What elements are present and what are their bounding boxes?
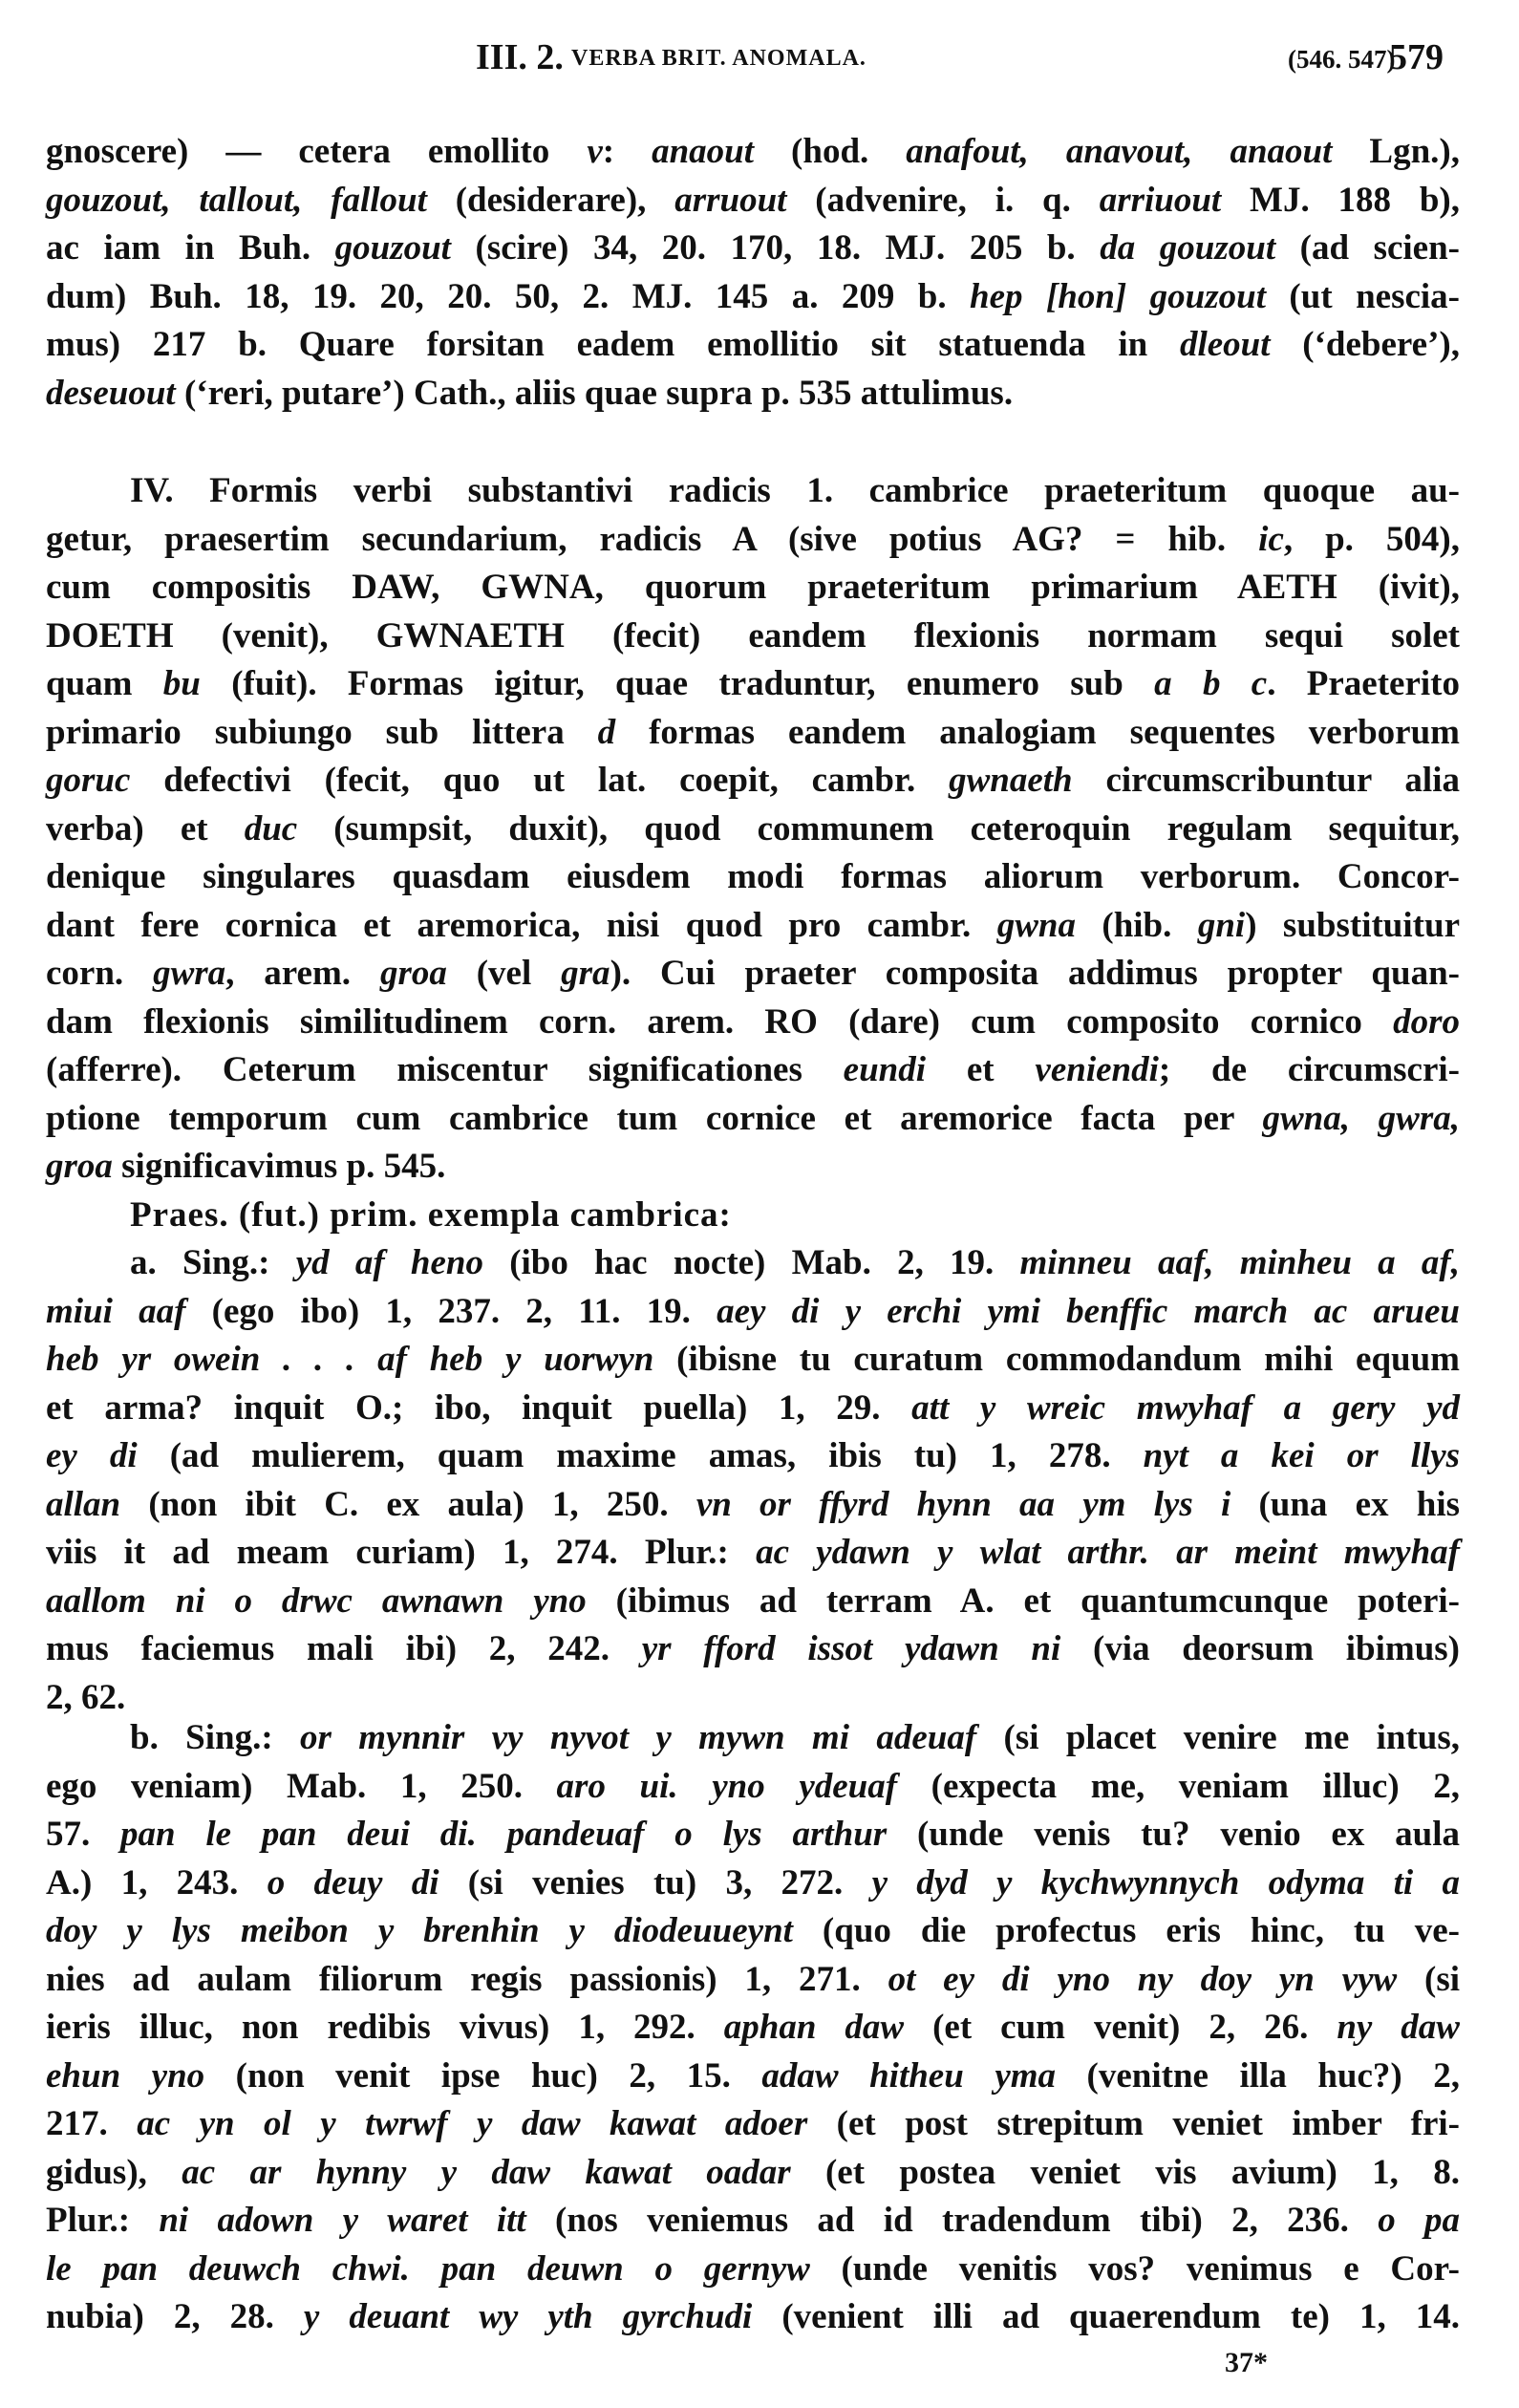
text-segment: (si — [1397, 1959, 1460, 1999]
italic-welsh-text: ni adown y waret itt — [159, 2201, 526, 2240]
cross-reference: (546. 547) — [1288, 45, 1396, 74]
text-segment: (non venit ipse huc) 2, 15. — [204, 2055, 762, 2096]
italic-welsh-text: aro ui. yno ydeuaf — [556, 1766, 898, 1806]
italic-welsh-text: ey di — [46, 1436, 138, 1475]
text-line — [46, 1192, 1460, 1240]
text-line — [46, 660, 1460, 709]
italic-welsh-text: arruout — [674, 180, 787, 220]
italic-welsh-text: ot ey di yno ny doy yn vyw — [888, 1959, 1398, 1999]
text-segment: formas eandem analogiam sequentes verborum — [615, 712, 1460, 752]
italic-welsh-text: aallom ni o drwc awnawn yno — [46, 1580, 587, 1621]
text-segment: (venient illi ad quaerendum te) 1, 14. — [752, 2297, 1460, 2336]
text-segment: circumscribuntur alia — [1072, 761, 1460, 800]
text-segment: (hib. — [1075, 905, 1198, 945]
text-line — [46, 128, 1460, 177]
text-line — [46, 1239, 1460, 1288]
text-segment: mus) 217 b. Quare forsitan eadem emollitio sit statuenda in — [46, 325, 1180, 364]
text-segment: dam flexionis similitudinem corn. arem. RO (dare) cum composito cornico — [46, 1001, 1394, 1042]
text-line — [46, 709, 1460, 758]
italic-welsh-text: veniendi — [1035, 1050, 1159, 1089]
text-segment: 217. — [46, 2104, 138, 2143]
text-segment: nies ad aulam filiorum regis passionis) 1, 271. — [46, 1959, 888, 1999]
italic-welsh-text: da gouzout — [1100, 228, 1276, 268]
text-segment: ) substituitur — [1245, 905, 1460, 945]
text-line — [46, 2100, 1460, 2149]
text-segment: ieris illuc, non redibis vivus) 1, 292. — [46, 2008, 724, 2047]
italic-welsh-text: o pa — [1378, 2201, 1461, 2240]
paragraph-a-singular — [46, 1239, 1460, 1722]
text-segment: a. Sing.: — [130, 1243, 296, 1282]
italic-welsh-text: a b c — [1154, 664, 1268, 703]
text-line — [46, 950, 1460, 999]
italic-welsh-text: gouzout — [334, 228, 451, 268]
text-line — [46, 1625, 1460, 1674]
body-text — [46, 128, 1460, 2342]
italic-welsh-text: miui aaf — [46, 1291, 186, 1331]
text-segment: (et cum venit) 2, 26. — [904, 2008, 1337, 2047]
italic-welsh-text: nyt a kei or llys — [1143, 1436, 1461, 1475]
italic-welsh-text: ehun yno — [46, 2055, 205, 2096]
text-segment: (quo die profectus eris hinc, tu ve- — [792, 1911, 1461, 1950]
paragraph-emollitio — [46, 128, 1460, 418]
text-line — [46, 467, 1460, 516]
text-line — [46, 757, 1460, 806]
text-line — [46, 1578, 1460, 1626]
text-segment: dant fere cornica et aremorica, nisi quod pro cambr. — [46, 905, 997, 945]
text-line — [46, 1432, 1460, 1481]
italic-welsh-text: dleout — [1179, 325, 1271, 364]
page-number: 579 — [1389, 37, 1444, 77]
text-segment: getur, praesertim secundarium, radicis A (sive potius AG? = hib. — [46, 519, 1259, 559]
text-segment: (unde venitis vos? venimus e Cor- — [809, 2248, 1460, 2289]
italic-welsh-text: groa — [379, 954, 447, 993]
text-segment: (ibimus ad terram A. et quantumcunque poteri- — [586, 1580, 1460, 1621]
text-segment: primario subiungo sub littera — [46, 712, 598, 752]
text-segment: (ut nescia- — [1266, 276, 1460, 316]
text-segment: MJ. 188 b), — [1221, 180, 1460, 220]
italic-welsh-text: ac ydawn y wlat arthr. ar meint mwyhaf — [756, 1533, 1460, 1572]
text-segment: . Praeterito — [1267, 664, 1460, 703]
italic-welsh-text: deseuout — [46, 373, 176, 413]
text-line — [46, 1811, 1460, 1860]
text-segment: 57. — [46, 1815, 121, 1854]
text-segment: (scire) 34, 20. 170, 18. MJ. 205 b. — [450, 228, 1101, 268]
text-line — [46, 1714, 1460, 1763]
text-segment: corn. — [46, 954, 154, 993]
text-line — [46, 1907, 1460, 1956]
italic-welsh-text: doro — [1393, 1001, 1460, 1042]
italic-welsh-text: anafout, anavout, anaout — [906, 132, 1333, 171]
italic-welsh-text: heb yr owein . . . af heb y uorwyn — [46, 1340, 654, 1379]
text-segment: (si placet venire me intus, — [976, 1718, 1460, 1757]
text-segment: significavimus p. 545. — [112, 1147, 446, 1186]
text-segment: (nos veniemus ad id tradendum tibi) 2, 236. — [525, 2201, 1379, 2240]
text-segment: (via deorsum ibimus) — [1060, 1629, 1461, 1668]
text-segment: defectivi (fecit, quo ut lat. coepit, cambr. — [130, 761, 950, 800]
text-line — [46, 2004, 1460, 2053]
italic-welsh-text: v — [587, 132, 603, 171]
running-header — [0, 36, 1519, 84]
text-line — [46, 1763, 1460, 1812]
text-segment: Praes. (fut.) prim. exempla cambrica: — [130, 1194, 732, 1235]
text-segment: : — [602, 132, 653, 171]
italic-welsh-text: groa — [46, 1147, 113, 1186]
text-segment: Plur.: — [46, 2201, 160, 2240]
text-line — [46, 516, 1460, 565]
italic-welsh-text: eundi — [843, 1050, 927, 1089]
text-line — [46, 2293, 1460, 2342]
text-line — [46, 1288, 1460, 1337]
italic-welsh-text: d — [597, 712, 616, 752]
text-line — [46, 225, 1460, 273]
text-segment: (afferre). Ceterum miscentur significationes — [46, 1050, 844, 1089]
text-segment: (si venies tu) 3, 272. — [439, 1862, 872, 1903]
italic-welsh-text: le pan deuwch chwi. pan deuwn o gernyw — [46, 2248, 810, 2289]
italic-welsh-text: aey di y erchi ymi benffic march ac arueu — [717, 1291, 1460, 1331]
text-line — [46, 853, 1460, 902]
italic-welsh-text: ny daw — [1337, 2008, 1460, 2047]
text-segment: cum compositis DAW, GWNA, quorum praeteritum primarium AETH (ivit), — [46, 568, 1460, 607]
text-segment: (expecta me, veniam illuc) 2, — [897, 1766, 1460, 1806]
italic-welsh-text: gni — [1197, 905, 1246, 945]
text-segment: mus faciemus mali ibi) 2, 242. — [46, 1629, 642, 1668]
section-number: III. 2. — [476, 37, 564, 77]
text-line — [46, 1481, 1460, 1530]
text-line — [46, 370, 1460, 419]
italic-welsh-text: o deuy di — [267, 1862, 439, 1903]
italic-welsh-text: yd af heno — [295, 1243, 483, 1282]
italic-welsh-text: vn or ffyrd hynn aa ym lys i — [695, 1484, 1231, 1524]
text-line — [46, 273, 1460, 322]
text-line — [46, 1860, 1460, 1908]
italic-welsh-text: ac ar hynny y daw kawat oadar — [182, 2152, 791, 2192]
italic-welsh-text: att y wreic mwyhaf a gery yd — [911, 1387, 1460, 1428]
italic-welsh-text: duc — [244, 808, 298, 849]
text-segment: (desiderare), — [426, 180, 675, 220]
text-segment: et — [926, 1050, 1036, 1089]
text-line — [46, 2149, 1460, 2198]
italic-welsh-text: y deuant wy yth gyrchudi — [303, 2297, 753, 2336]
text-segment: Lgn.), — [1332, 132, 1460, 171]
text-line — [46, 1336, 1460, 1385]
text-segment: ). Cui praeter composita addimus propter quan- — [610, 954, 1460, 993]
text-line — [46, 1529, 1460, 1578]
text-line — [46, 613, 1460, 661]
text-segment: (‘reri, putare’) Cath., aliis quae supra p. 535 attulimus. — [175, 373, 1014, 413]
text-line — [46, 1143, 1460, 1192]
text-line — [46, 806, 1460, 854]
italic-welsh-text: gra — [561, 954, 610, 993]
text-segment: (venitne illa huc?) 2, — [1056, 2055, 1460, 2096]
text-segment: A.) 1, 243. — [46, 1862, 267, 1903]
text-segment: nubia) 2, 28. — [46, 2297, 304, 2336]
text-line — [46, 177, 1460, 226]
italic-welsh-text: yr fford issot ydawn ni — [641, 1629, 1061, 1668]
text-segment: IV. Formis verbi substantivi radicis 1. cambrice praeteritum quoque au- — [130, 471, 1460, 510]
italic-welsh-text: anaout — [652, 132, 755, 171]
italic-welsh-text: y dyd y kychwynnych odyma ti a — [871, 1862, 1460, 1903]
text-segment: (ibo hac nocte) Mab. 2, 19. — [482, 1243, 1020, 1282]
italic-welsh-text: ic — [1258, 519, 1284, 559]
signature-mark: 37* — [1225, 2347, 1268, 2378]
text-segment: (advenire, i. q. — [786, 180, 1100, 220]
paragraph-iv — [46, 467, 1460, 1192]
text-segment: viis it ad meam curiam) 1, 274. Plur.: — [46, 1533, 757, 1572]
text-segment: (vel — [446, 954, 562, 993]
text-segment: , arem. — [225, 954, 380, 993]
text-segment: (ego ibo) 1, 237. 2, 11. 19. — [185, 1291, 717, 1331]
text-segment: (ad scien- — [1275, 228, 1461, 268]
text-segment: (una ex his — [1230, 1484, 1461, 1524]
text-line — [46, 2053, 1460, 2101]
text-segment: gidus), — [46, 2152, 182, 2192]
running-title: VERBA BRIT. ANOMALA. — [571, 46, 866, 71]
text-segment: (ibisne tu curatum commodandum mihi equum — [653, 1340, 1461, 1379]
text-segment: ego veniam) Mab. 1, 250. — [46, 1766, 557, 1806]
text-segment: verba) et — [46, 808, 245, 849]
text-line — [46, 1046, 1460, 1095]
italic-welsh-text: aphan daw — [723, 2008, 905, 2047]
text-segment: ac iam in Buh. — [46, 228, 335, 268]
italic-welsh-text: hep [hon] gouzout — [970, 276, 1267, 316]
text-segment: b. Sing.: — [130, 1718, 301, 1757]
text-line — [46, 1385, 1460, 1433]
text-segment: et arma? inquit O.; ibo, inquit puella) 1, 29. — [46, 1387, 912, 1428]
italic-welsh-text: gouzout, tallout, fallout — [46, 180, 427, 220]
text-segment: , p. 504), — [1283, 519, 1460, 559]
italic-welsh-text: allan — [46, 1484, 121, 1524]
italic-welsh-text: bu — [162, 664, 201, 703]
text-segment: gnoscere) — cetera emollito — [46, 132, 588, 171]
text-line — [46, 902, 1460, 951]
italic-welsh-text: gwra — [153, 954, 226, 993]
italic-welsh-text: gwna — [996, 905, 1076, 945]
italic-welsh-text: or mynnir vy nyvot y mywn mi adeuaf — [300, 1718, 977, 1757]
italic-welsh-text: adaw hitheu yma — [761, 2055, 1057, 2096]
text-segment: 2, 62. — [46, 1677, 126, 1717]
text-segment: (unde venis tu? venio ex aula — [887, 1815, 1460, 1854]
text-segment: dum) Buh. 18, 19. 20, 20. 50, 2. MJ. 145 a. 209 b. — [46, 276, 971, 316]
subheading-praes — [46, 1192, 1460, 1240]
text-segment: (‘debere’), — [1270, 325, 1460, 364]
text-segment: ptione temporum cum cambrice tum cornice et aremorice facta per — [46, 1098, 1263, 1138]
text-segment: quam — [46, 664, 163, 703]
text-segment: (non ibit C. ex aula) 1, 250. — [120, 1484, 696, 1524]
text-segment: (et postea veniet vis avium) 1, 8. — [790, 2152, 1460, 2192]
italic-welsh-text: gwnaeth — [949, 761, 1073, 800]
text-line — [46, 2197, 1460, 2246]
italic-welsh-text: gwna, gwra, — [1262, 1098, 1460, 1138]
text-line — [46, 2246, 1460, 2294]
text-segment: (ad mulierem, quam maxime amas, ibis tu) 1, 278. — [137, 1436, 1144, 1475]
text-segment: (sumpsit, duxit), quod communem ceteroquin regulam sequitur, — [297, 808, 1460, 849]
italic-welsh-text: ac yn ol y twrwf y daw kawat adoer — [137, 2104, 808, 2143]
italic-welsh-text: doy y lys meibon y brenhin y diodeuueynt — [46, 1911, 793, 1950]
text-line — [46, 1956, 1460, 2005]
italic-welsh-text: minneu aaf, minheu a af, — [1019, 1243, 1460, 1282]
text-segment: denique singulares quasdam eiusdem modi formas aliorum verborum. Concor- — [46, 857, 1460, 896]
text-line — [46, 1095, 1460, 1144]
text-segment: (hod. — [754, 132, 907, 171]
text-segment: (fuit). Formas igitur, quae traduntur, enumero sub — [200, 664, 1155, 703]
text-segment: (et post strepitum veniet imber fri- — [807, 2104, 1461, 2143]
italic-welsh-text: arriuout — [1099, 180, 1222, 220]
italic-welsh-text: goruc — [46, 761, 131, 800]
text-line — [46, 564, 1460, 613]
text-line — [46, 999, 1460, 1047]
paragraph-b-singular — [46, 1714, 1460, 2342]
italic-welsh-text: pan le pan deui di. pandeuaf o lys arthur — [120, 1815, 888, 1854]
text-segment: ; de circumscri- — [1158, 1050, 1460, 1089]
text-line — [46, 321, 1460, 370]
text-segment: DOETH (venit), GWNAETH (fecit) eandem flexionis normam sequi solet — [46, 615, 1460, 656]
